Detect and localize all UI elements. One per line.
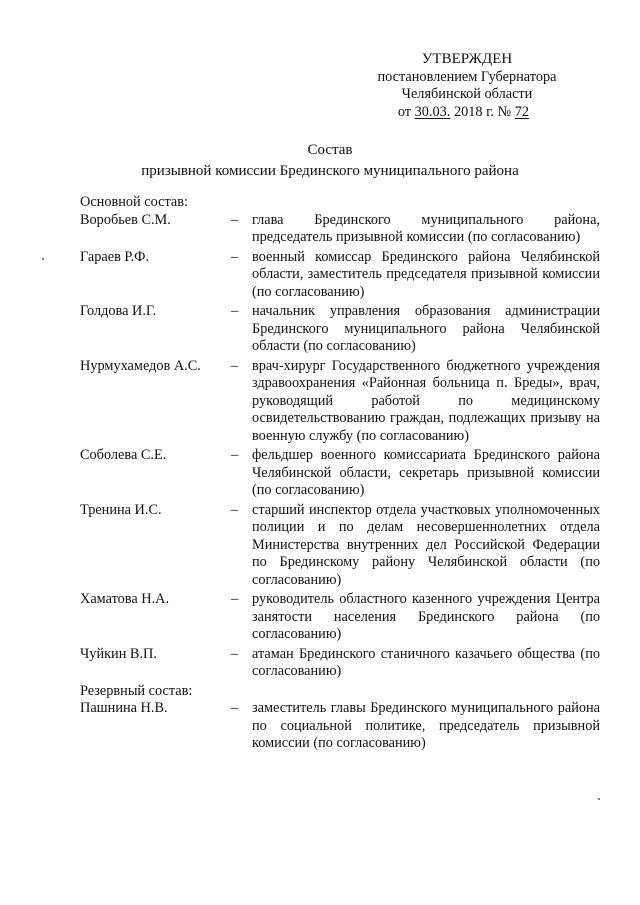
- member-dash: –: [231, 645, 239, 662]
- approval-date-line: [352, 104, 582, 122]
- member-dash: –: [231, 447, 239, 463]
- member-name: Чуйкин В.П.: [80, 645, 157, 662]
- document-heading: [60, 142, 600, 180]
- member-role: врач-хирург Государственного бюджетного учреждения здравоохранения «Районная больница п. Бреды», врач, руководящий работой по медицинскому освидетельствованию граждан, подлежащих призыву на военную службу (по согласованию): [252, 357, 600, 444]
- document-subtitle: призывной комиссии Брединского муниципального района: [141, 162, 519, 179]
- commission-members: [80, 194, 600, 755]
- member-row: [80, 447, 600, 500]
- main-members-list: [80, 212, 600, 683]
- member-role: военный комиссар Брединского района Челябинской области, заместитель председателя призывной комиссии (по согласованию): [252, 248, 600, 300]
- member-name: Нурмухамедов А.С.: [80, 357, 201, 374]
- reserve-members-list: [80, 700, 600, 755]
- scan-speck: [42, 258, 44, 260]
- document-title: Состав: [307, 142, 353, 158]
- member-role: глава Брединского муниципального района, председатель призывной комиссии (по согласованию): [252, 211, 600, 245]
- member-name: Гараев Р.Ф.: [80, 248, 150, 265]
- approval-line-2: Челябинской области: [401, 86, 533, 102]
- approval-year-text: 2018 г. №: [453, 103, 512, 120]
- member-row: [80, 502, 600, 590]
- member-row: [80, 358, 600, 446]
- member-role: заместитель главы Брединского муниципального района по социальной политике, председатель призывной комиссии (по согласованию): [252, 700, 600, 751]
- member-role: старший инспектор отдела участковых уполномоченных полиции и по делам несовершеннолетних отдела Министерства внутренних дел Российской Федерации по Брединскому району Челябинской области (по согласованию): [252, 501, 600, 588]
- member-name: Пашнина Н.В.: [80, 700, 168, 716]
- member-name: Воробьев С.М.: [80, 211, 171, 228]
- member-role: руководитель областного казенного учреждения Центра занятости населения Брединского района (по согласованию): [252, 591, 600, 642]
- member-role: атаман Брединского станичного казачьего общества (по согласованию): [252, 645, 600, 679]
- scan-speck: [598, 798, 600, 800]
- member-dash: –: [231, 303, 239, 319]
- member-dash: –: [231, 357, 239, 374]
- member-row: [80, 591, 600, 644]
- member-dash: –: [231, 700, 239, 716]
- reserve-section-label: Резервный состав:: [80, 682, 193, 699]
- row-spacer: [80, 753, 600, 755]
- member-row: [80, 212, 600, 247]
- member-dash: –: [231, 591, 239, 607]
- approval-stamp: [352, 51, 582, 121]
- member-row: [80, 303, 600, 356]
- member-dash: –: [231, 211, 239, 228]
- approval-line-1: постановлением Губернатора: [377, 68, 557, 85]
- approval-title: УТВЕРЖДЕН: [421, 51, 513, 67]
- member-name: Тренина И.С.: [80, 501, 162, 518]
- member-dash: –: [231, 501, 239, 518]
- member-row: [80, 700, 600, 753]
- approval-number: 72: [514, 103, 530, 120]
- member-name: Хаматова Н.А.: [80, 591, 170, 607]
- approval-date-prefix: от: [397, 103, 412, 120]
- member-row: [80, 249, 600, 302]
- member-dash: –: [231, 248, 239, 265]
- member-row: [80, 646, 600, 681]
- member-name: Голдова И.Г.: [80, 303, 157, 319]
- approval-date-value: 30.03.: [414, 103, 451, 120]
- member-role: начальник управления образования администрации Брединского муниципального района Челябинской области (по согласованию): [252, 303, 600, 354]
- main-section-label: Основной состав:: [80, 194, 188, 210]
- member-role: фельдшер военного комиссариата Брединского района Челябинской области, секретарь призывной комиссии (по согласованию): [252, 447, 600, 498]
- member-name: Соболева С.Е.: [80, 447, 167, 463]
